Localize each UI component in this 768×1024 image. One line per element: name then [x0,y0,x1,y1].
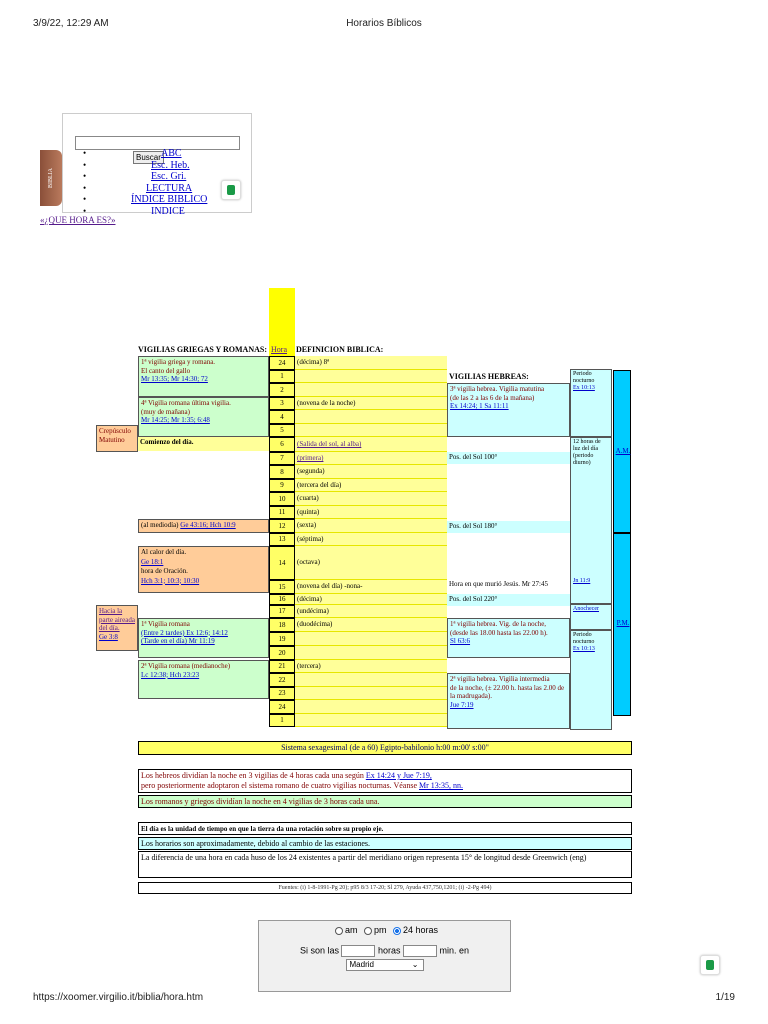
note-dia: El día es la unidad de tiempo en que la tierra da una rotación sobre su propio eje. [138,822,632,835]
menu-item-indice-biblico[interactable]: • ÍNDICE BIBLICO [83,194,208,205]
definition-cell: (tercera del día) [295,479,447,492]
anochecer: Anochecer [570,604,612,630]
time-input-row: Si son las horas min. en [299,945,470,956]
hour-cell: 20 [269,646,295,660]
al-calor-del-dia: Al calor del día. Ge 18:1 hora de Oración. Hch 3:1; 10:3; 10:30 [138,546,269,593]
hour-cell: 18 [269,618,295,632]
am-radio[interactable] [335,927,343,935]
periodo-nocturno: Periodo nocturno Ex 10:13 [570,369,612,437]
definition-cell: (tercera) [295,660,447,673]
pm-radio[interactable] [364,927,372,935]
vigilia-1-hebrea: 1ª vigilia hebrea. Vig. de la noche, (desde las 18.00 hasta las 22.00 h). Sl 63:6 [447,618,570,658]
time-form [258,920,511,992]
menu-item-esc-heb[interactable]: • Esc. Heb. [83,159,190,171]
bullet-icon: • [83,148,87,158]
hour-cell: 5 [269,424,295,437]
definition-cell: (décima) 8ª [295,356,447,370]
hour-cell: 13 [269,533,295,546]
hour-cell: 1 [269,714,295,727]
sol-220: Pos. del Sol 220° [447,594,570,606]
comienzo-del-dia: Comienzo del día. [138,437,269,451]
hour-cell: 3 [269,397,295,410]
hour-cell: 14 [269,546,295,580]
definition-cell [295,632,447,646]
definition-cell: (cuarta) [295,492,447,506]
am-bar: A.M. [613,370,631,533]
bullet-icon: • [83,194,87,204]
hour-cell: 15 [269,580,295,594]
hour-cell: 19 [269,632,295,646]
periodo-nocturno-2: Periodo nocturno Ex 10:13 [570,630,612,730]
note-horarios: Los horarios son aproximadamente, debido al cambio de las estaciones. [138,837,632,850]
vigilia-4-romana: 4ª Vigilia romana última vigilia. (muy de mañana) Mr 14:25; Mr 1:35; 6:48 [138,397,269,437]
hour-cell: 2 [269,383,295,397]
note-hebreos: Los hebreos dividían la noche en 3 vigilias de 4 horas cada una según Ex 14:24 y Jue 7:19, pero posteriormente adoptaron el sistema romano de cuatro vigilias nocturnas. Véanse Mr 13:35, nn. [138,769,632,793]
biblia-tab[interactable]: BIBLIA [40,150,62,206]
pm-bar: P.M. [613,533,631,716]
24h-radio[interactable] [393,927,401,935]
sol-180: Pos. del Sol 180° [447,521,570,533]
al-mediodia: (al mediodía) Ge 43:16; Hch 10:9 [138,519,269,533]
sol-100: Pos. del Sol 100° [447,452,570,464]
definition-cell: (séptima) [295,533,447,546]
vigilia-1-griega: 1ª vigilia griega y romana. El canto del gallo Mr 13:35; Mr 14:30; 72 [138,356,269,397]
heading-definicion: DEFINICION BIBLICA: [296,345,384,354]
hour-cell: 8 [269,465,295,479]
hour-cell: 1 [269,370,295,383]
periodo-diurno: 12 horas de luz del día (periodo diurno) Jn 11:9 [570,437,612,604]
definition-cell: (sexta) [295,519,447,533]
heading-vigilias-griegas: VIGILIAS GRIEGAS Y ROMANAS: [138,345,267,354]
hour-cell: 4 [269,410,295,424]
definition-cell: (novena de la noche) [295,397,447,410]
definition-cell: (undécima) [295,605,447,618]
lock-icon [706,960,714,970]
lock-button[interactable] [221,180,241,200]
definition-cell: (décima) [295,594,447,605]
search-button[interactable]: Buscar [133,151,164,164]
city-select[interactable]: Madrid ⌄ [346,959,424,971]
lock-icon [227,185,235,195]
hour-cell: 24 [269,700,295,714]
definition-cell [295,410,447,424]
hour-cell: 11 [269,506,295,519]
minutes-input[interactable] [403,945,437,957]
hour-cell: 7 [269,452,295,465]
time-format-row: am pm 24 horas [259,925,510,935]
crepusculo-matutino: Crepúsculo Matutino [96,425,138,452]
sistema-sexagesimal: Sistema sexagesimal (de a 60) Egipto-babilonio h:00 m:00' s:00" [138,741,632,755]
vigilia-1-romana: 1ª Vigilia romana (Entre 2 tardes) Ex 12:6; 14:12 (Tarde en el día) Mr 11:19 [138,618,269,658]
note-fuentes: Fuentes: (i) 1-8-1991-Pg 20); p95 8/3 17-20; Sl 279, Ayuda 437,750,1201; (i) -2-Pg 494) [138,882,632,894]
print-datetime: 3/9/22, 12:29 AM [33,18,109,29]
hour-cell: 12 [269,519,295,533]
definition-cell: (octava) [295,546,447,580]
chevron-down-icon: ⌄ [411,960,419,969]
menu-item-lectura[interactable]: • LECTURA [83,182,193,194]
bullet-icon: • [83,182,87,193]
definition-cell: (segunda) [295,465,447,479]
definition-cell [295,714,447,727]
bullet-icon: • [83,171,87,181]
definition-cell [295,370,447,383]
vigilia-3-hebrea: 3ª vigilia hebrea. Vigilia matutina (de las 2 a las 6 de la mañana) Ex 14:24; 1 Sa 11:11 [447,383,570,437]
hora-muerte-jesus: Hora en que murió Jesús. Mr 27:45 [449,580,548,588]
vigilia-2-romana: 2ª Vigilia romana (medianoche) Lc 12:38; Hch 23:23 [138,660,269,699]
hour-cell: 17 [269,605,295,618]
menu-item-abc[interactable]: • ABC [83,148,182,159]
definition-cell: (quinta) [295,506,447,519]
hacia-la-parte-aireada: Hacia la parte aireada del día. Ge 3:8 [96,605,138,651]
hour-cell: 6 [269,437,295,452]
definition-cell: (novena del día) -nona- [295,580,447,594]
definition-cell [295,646,447,660]
print-title: Horarios Bíblicos [346,18,422,29]
definition-cell [295,383,447,397]
lock-button-bottom[interactable] [700,955,720,975]
bullet-icon: • [83,159,87,170]
note-diferencia: La diferencia de una hora en cada huso de los 24 existentes a partir del meridiano origen representa 15° de longitud desde Greenwich (eng) [138,851,632,878]
menu-item-esc-gri[interactable]: • Esc. Gri. [83,171,187,182]
menu-list [83,148,223,214]
definition-cell: (duodécima) [295,618,447,632]
bullet-icon: • [83,205,87,214]
definition-cell: (Salida del sol, al alba) [295,437,447,452]
hour-cell: 23 [269,687,295,700]
print-url: https://xoomer.virgilio.it/biblia/hora.htm [33,992,204,1003]
heading-vigilias-hebreas: VIGILIAS HEBREAS: [449,372,529,381]
hour-cell: 22 [269,673,295,687]
hour-cell: 9 [269,479,295,492]
menu-box [62,113,252,213]
definition-cell [295,700,447,714]
heading-hora[interactable]: Hora [271,345,287,354]
menu-item-indice[interactable]: • INDICE [83,206,223,214]
hours-input[interactable] [341,945,375,957]
hour-cell: 10 [269,492,295,506]
hour-cell: 16 [269,594,295,605]
city-row [259,959,510,971]
hour-cell: 21 [269,660,295,673]
hour-cell: 24 [269,356,295,370]
note-romanos: Los romanos y griegos dividían la noche en 4 vigilias de 3 horas cada una. [138,795,632,808]
definition-cell [295,687,447,700]
definition-cell: (primera) [295,452,447,465]
definition-cell [295,673,447,687]
que-hora-es-link[interactable]: «¿QUE HORA ES?» [40,215,116,225]
definition-cell [295,424,447,437]
print-page: 1/19 [715,992,735,1003]
vigilia-2-hebrea: 2ª vigilia hebrea. Vigilia intermedia de la noche, (± 22.00 h. hasta las 2.00 de la madrugada). Jue 7:19 [447,673,570,729]
